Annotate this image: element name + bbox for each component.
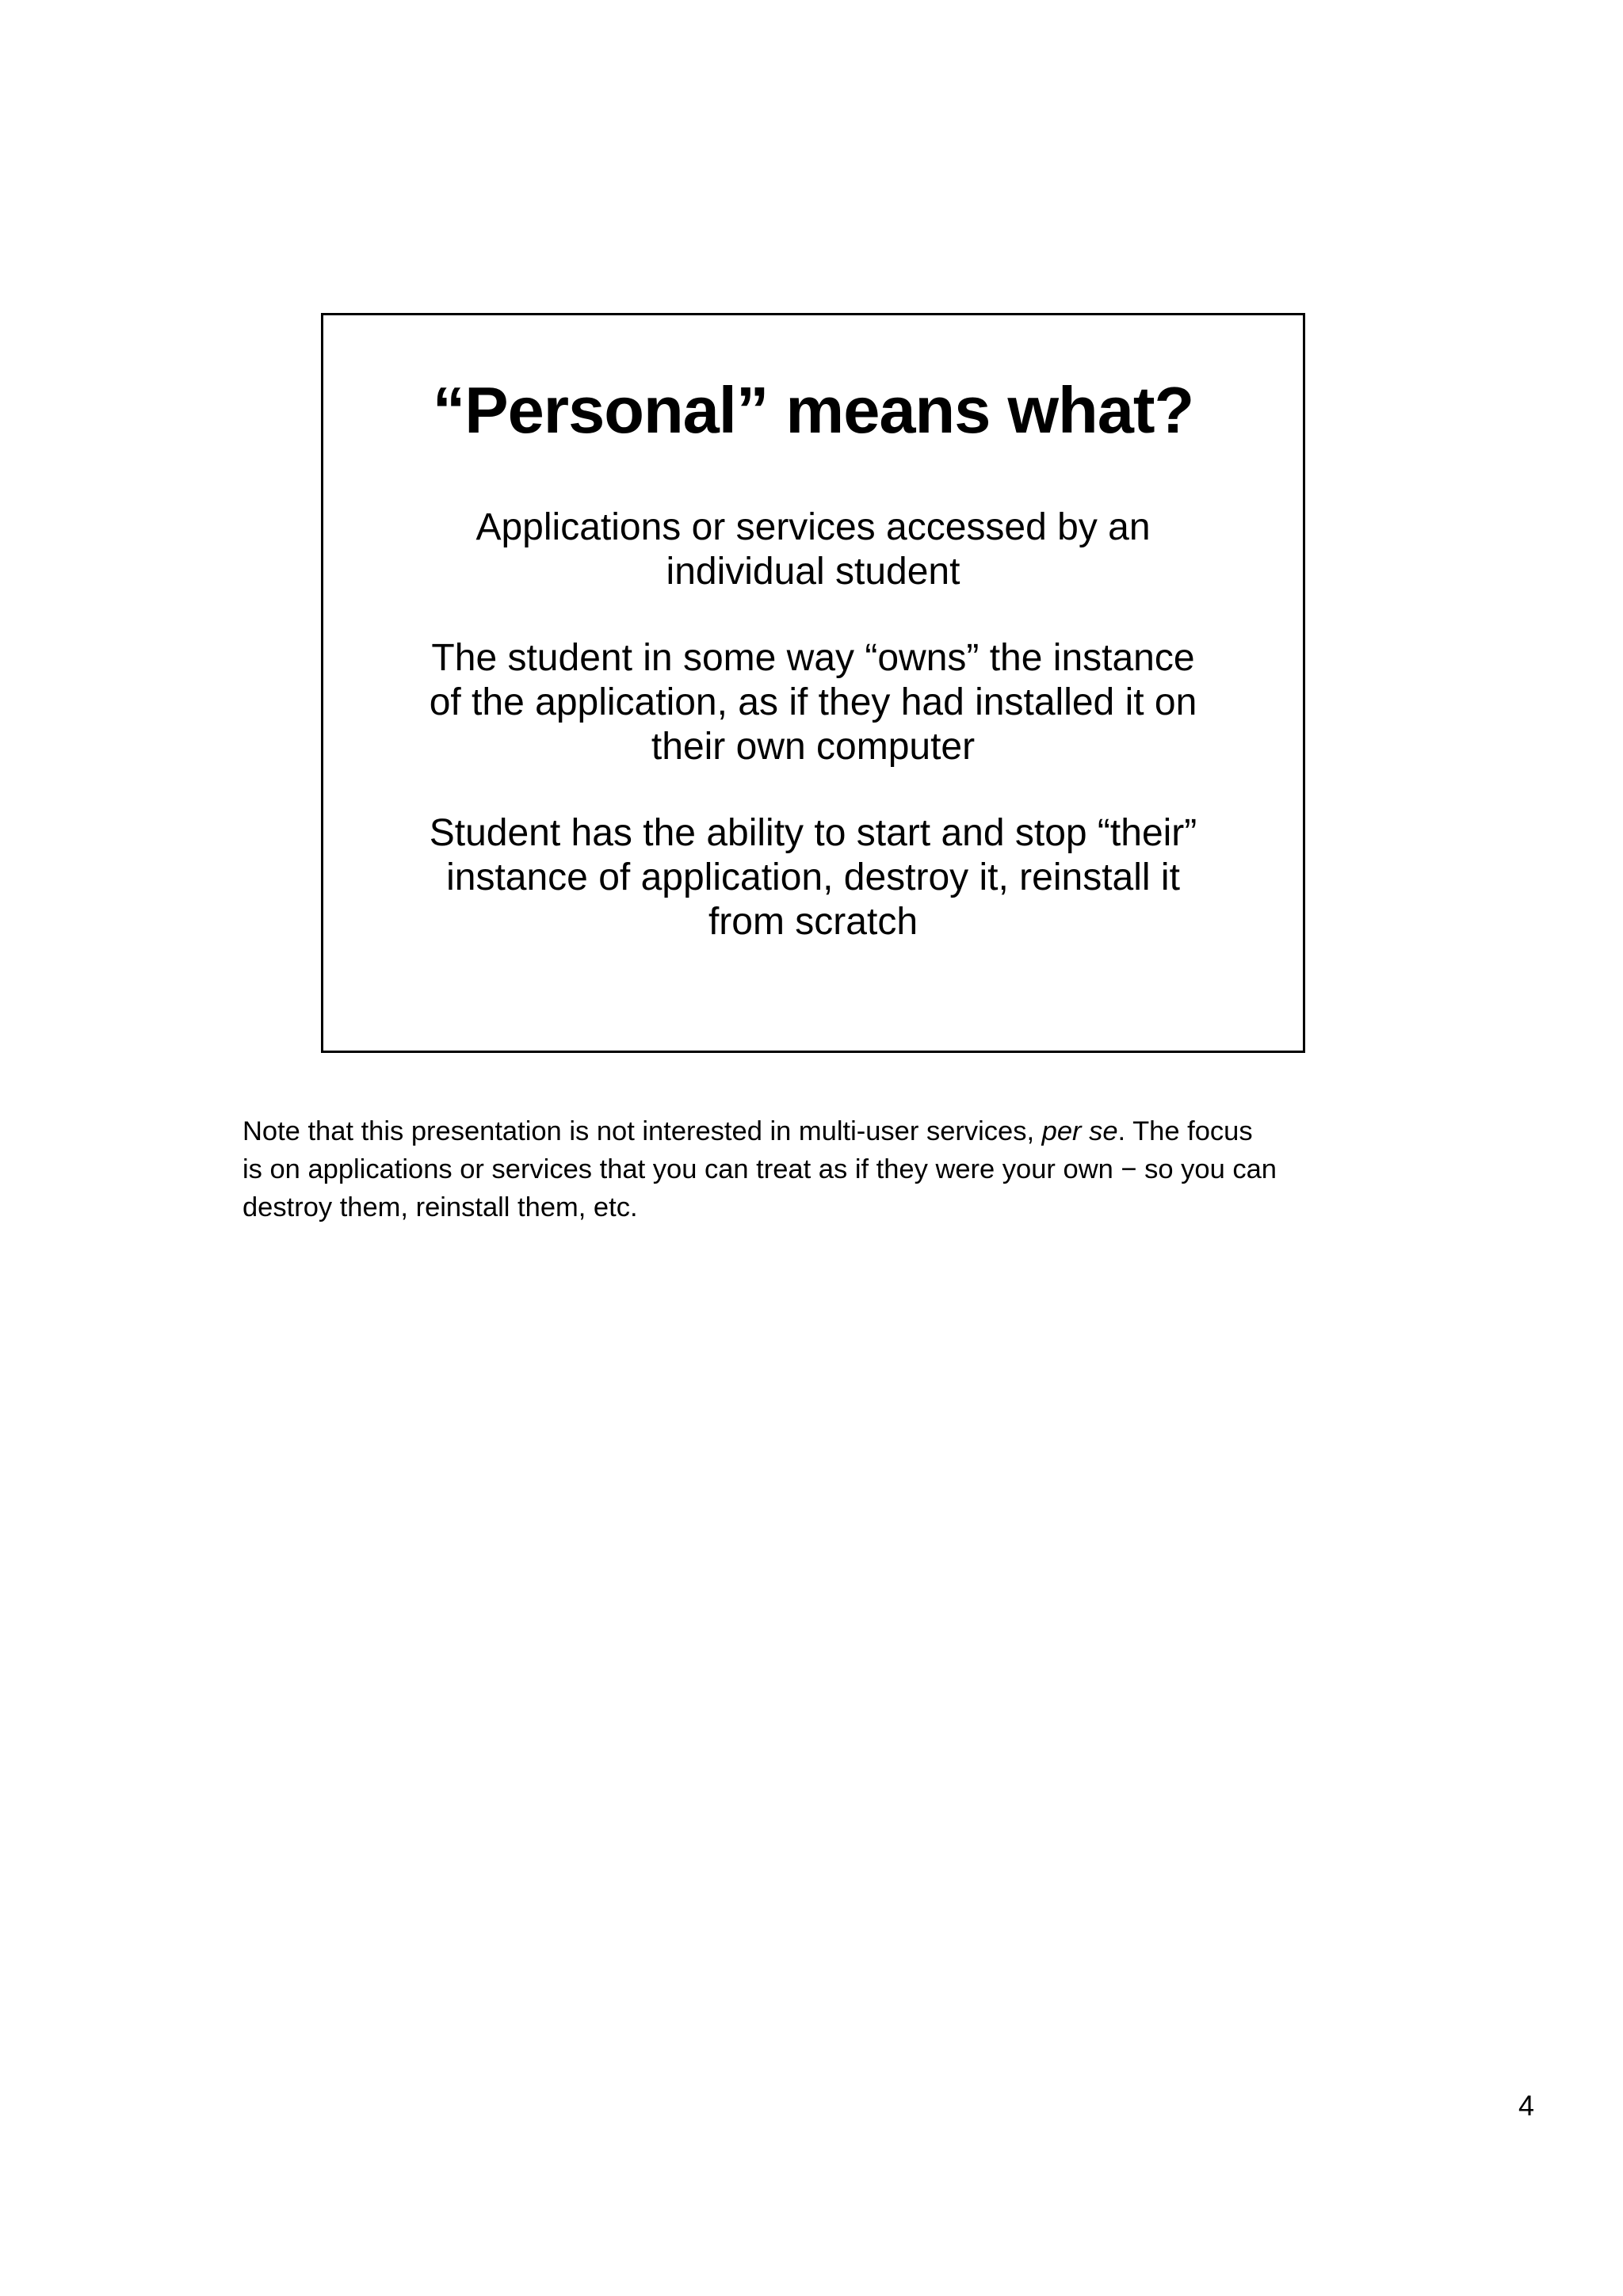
slide-text-line: from scratch bbox=[708, 901, 918, 943]
notes-text: . The focus bbox=[1117, 1116, 1253, 1146]
slide-paragraph bbox=[371, 811, 1255, 944]
slide-text-line: individual student bbox=[666, 551, 960, 593]
slide-text-line: instance of application, destroy it, reinstall it bbox=[446, 856, 1180, 898]
notes-text: Note that this presentation is not interested in multi-user services, bbox=[242, 1116, 1042, 1146]
slide-paragraph bbox=[371, 505, 1255, 594]
page-number: 4 bbox=[1518, 2089, 1534, 2122]
notes-line: destroy them, reinstall them, etc. bbox=[242, 1192, 638, 1222]
notes-line bbox=[242, 1112, 1392, 1150]
slide-paragraph bbox=[371, 636, 1255, 769]
slide-thumbnail bbox=[321, 313, 1305, 1053]
speaker-notes bbox=[242, 1112, 1392, 1226]
slide-body bbox=[371, 505, 1255, 986]
slide-text-line: Student has the ability to start and stop “their” bbox=[429, 812, 1197, 854]
notes-line: is on applications or services that you can treat as if they were your own − so you can bbox=[242, 1154, 1277, 1184]
slide-text-line: their own computer bbox=[651, 726, 976, 768]
slide-text-line: The student in some way “owns” the instance bbox=[431, 637, 1195, 679]
slide-title: “Personal” means what? bbox=[432, 373, 1194, 447]
slide-text-line: of the application, as if they had installed it on bbox=[429, 681, 1197, 723]
notes-italic-text: per se bbox=[1041, 1116, 1118, 1146]
slide-text-line: Applications or services accessed by an bbox=[475, 506, 1151, 548]
